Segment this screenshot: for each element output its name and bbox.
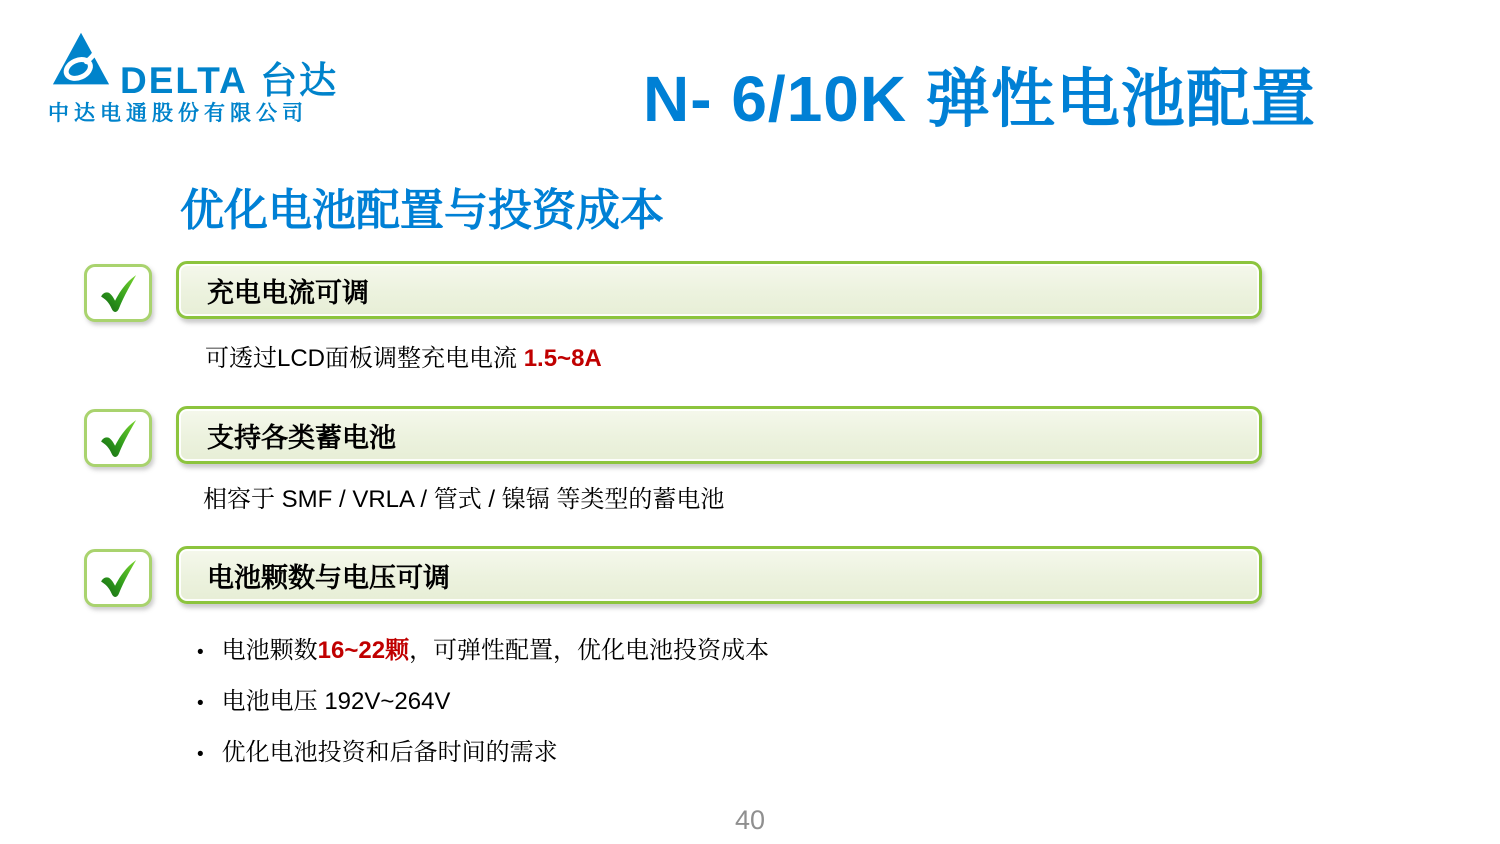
page-title: N- 6/10K 弹性电池配置	[643, 63, 1316, 135]
description-text: 相容于 SMF / VRLA / 管式 / 镍镉 等类型的蓄电池	[203, 486, 725, 513]
page-number: 40	[734, 805, 766, 835]
check-badge	[84, 264, 152, 322]
feature-banner-charge-current	[176, 261, 1262, 319]
check-badge	[84, 409, 152, 467]
bullet-icon: •	[197, 744, 204, 765]
bullet-text: 优化电池投资和后备时间的需求	[221, 739, 558, 766]
bullet-suffix: ，可弹性配置，优化电池投资成本	[409, 637, 770, 664]
feature-banner-battery-count-voltage	[176, 546, 1262, 604]
bullet-icon: •	[197, 693, 204, 714]
feature-description	[203, 479, 724, 514]
logo-brand-latin: DELTA	[120, 60, 248, 101]
list-item	[197, 681, 769, 716]
logo-company-name: 中达电通股份有限公司	[48, 102, 308, 125]
list-item	[197, 630, 769, 665]
feature-heading: 充电电流可调	[207, 277, 369, 308]
check-badge	[84, 549, 152, 607]
feature-heading: 电池颗数与电压可调	[207, 562, 450, 593]
logo-brand-cn: 台达	[260, 60, 339, 101]
bullet-highlight: 16~22颗	[317, 637, 410, 664]
checkmark-icon	[95, 558, 141, 598]
list-item	[197, 732, 769, 767]
description-text: 可透过LCD面板调整充电电流	[205, 345, 524, 372]
feature-banner-battery-types	[176, 406, 1262, 464]
description-highlight: 1.5~8A	[523, 345, 602, 372]
checkmark-icon	[95, 418, 141, 458]
bullet-text: 电池电压 192V~264V	[221, 688, 451, 715]
checkmark-icon	[95, 273, 141, 313]
feature-heading: 支持各类蓄电池	[207, 422, 396, 453]
section-heading: 优化电池配置与投资成本	[180, 186, 664, 235]
logo-wordmark	[120, 50, 338, 104]
delta-logo-icon	[52, 30, 110, 88]
bullet-text: 电池颗数	[221, 637, 318, 664]
bullet-icon: •	[197, 642, 204, 663]
feature-description	[205, 338, 602, 373]
bullet-list	[197, 630, 769, 783]
